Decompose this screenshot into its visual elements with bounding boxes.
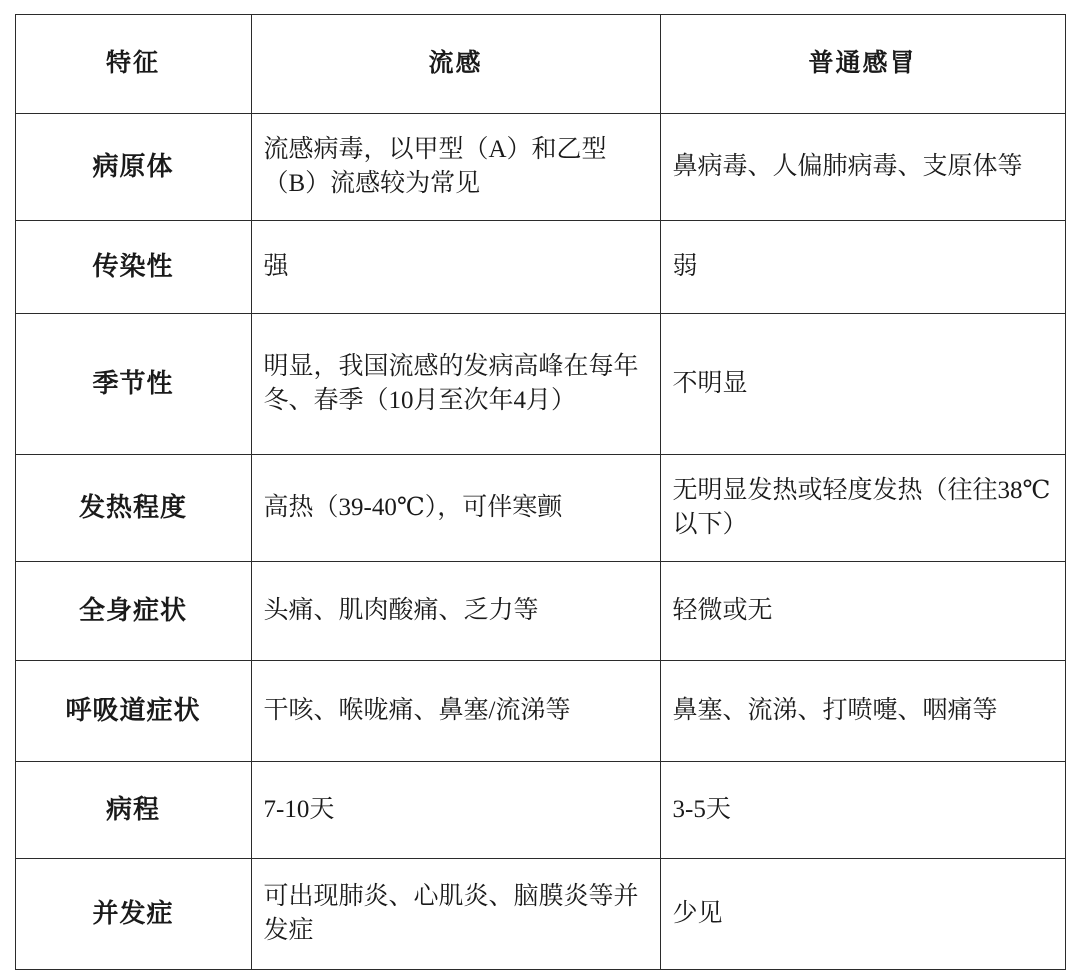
- table-row: [15, 455, 1065, 562]
- row-label-complications: 并发症: [15, 859, 251, 970]
- cell-influenza-systemic-symptoms: 头痛、肌肉酸痛、乏力等: [251, 562, 660, 661]
- cell-influenza-course: 7-10天: [251, 762, 660, 859]
- cell-cold-pathogen: 鼻病毒、人偏肺病毒、支原体等: [660, 114, 1065, 221]
- row-label-respiratory-symptoms: 呼吸道症状: [15, 661, 251, 762]
- table-row: [15, 661, 1065, 762]
- table-body: [15, 114, 1065, 970]
- cell-cold-complications: 少见: [660, 859, 1065, 970]
- row-label-seasonality: 季节性: [15, 314, 251, 455]
- row-label-systemic-symptoms: 全身症状: [15, 562, 251, 661]
- table-row: [15, 762, 1065, 859]
- row-label-course: 病程: [15, 762, 251, 859]
- header-cell-feature: 特征: [15, 15, 251, 114]
- cell-cold-respiratory-symptoms: 鼻塞、流涕、打喷嚏、咽痛等: [660, 661, 1065, 762]
- comparison-table: [15, 14, 1066, 970]
- table-row: [15, 114, 1065, 221]
- table-row: [15, 859, 1065, 970]
- cell-influenza-respiratory-symptoms: 干咳、喉咙痛、鼻塞/流涕等: [251, 661, 660, 762]
- header-cell-common-cold: 普通感冒: [660, 15, 1065, 114]
- table-row: [15, 314, 1065, 455]
- table-row: [15, 562, 1065, 661]
- cell-influenza-fever-degree: 高热（39-40℃），可伴寒颤: [251, 455, 660, 562]
- row-label-fever-degree: 发热程度: [15, 455, 251, 562]
- cell-cold-systemic-symptoms: 轻微或无: [660, 562, 1065, 661]
- cell-influenza-complications: 可出现肺炎、心肌炎、脑膜炎等并发症: [251, 859, 660, 970]
- cell-cold-fever-degree: 无明显发热或轻度发热（往往38℃以下）: [660, 455, 1065, 562]
- cell-influenza-contagiousness: 强: [251, 221, 660, 314]
- table-header: [15, 15, 1065, 114]
- row-label-pathogen: 病原体: [15, 114, 251, 221]
- cell-influenza-seasonality: 明显，我国流感的发病高峰在每年冬、春季（10月至次年4月）: [251, 314, 660, 455]
- row-label-contagiousness: 传染性: [15, 221, 251, 314]
- table-row: [15, 221, 1065, 314]
- header-row: [15, 15, 1065, 114]
- cell-cold-contagiousness: 弱: [660, 221, 1065, 314]
- cell-cold-course: 3-5天: [660, 762, 1065, 859]
- cell-cold-seasonality: 不明显: [660, 314, 1065, 455]
- cell-influenza-pathogen: 流感病毒，以甲型（A）和乙型（B）流感较为常见: [251, 114, 660, 221]
- header-cell-influenza: 流感: [251, 15, 660, 114]
